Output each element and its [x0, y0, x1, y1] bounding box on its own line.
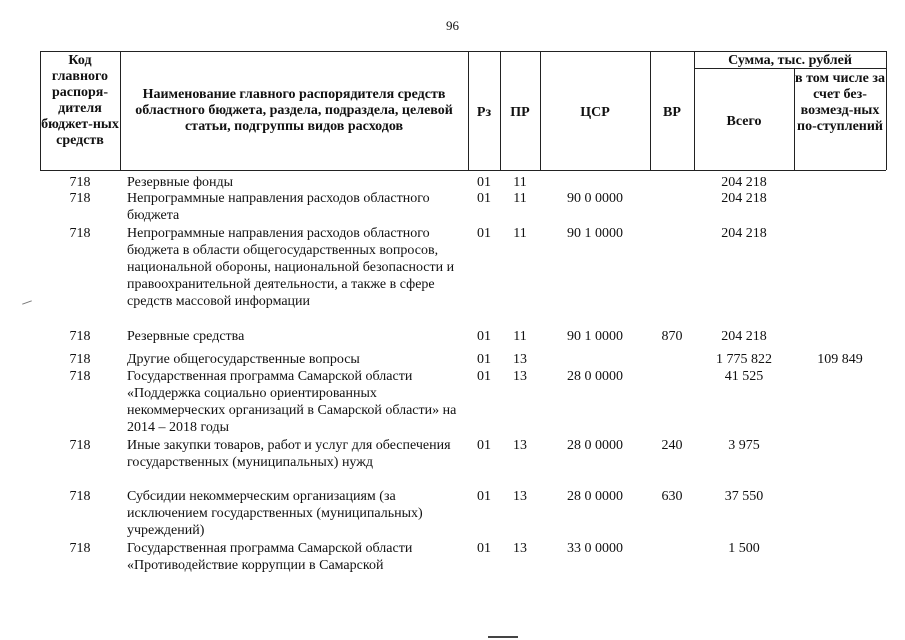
row-rz: 01 — [477, 226, 491, 241]
row-total: 204 218 — [721, 329, 767, 344]
row-pr: 13 — [513, 369, 527, 384]
row-code: 718 — [69, 438, 91, 453]
row-code: 718 — [69, 175, 91, 190]
header-code: Код главного распоря-дителя бюджет-ных средств — [41, 53, 119, 148]
row-csr: 90 0 0000 — [567, 191, 623, 206]
header-bottom-border — [40, 170, 886, 171]
scan-bottom-mark — [488, 636, 518, 638]
header-top-border — [40, 51, 886, 52]
row-csr: 90 1 0000 — [567, 226, 623, 241]
row-total: 37 550 — [724, 489, 764, 504]
row-code: 718 — [69, 489, 91, 504]
row-rz: 01 — [477, 191, 491, 206]
row-rz: 01 — [477, 489, 491, 504]
row-rz: 01 — [477, 175, 491, 190]
row-total: 204 218 — [721, 191, 767, 206]
row-rz: 01 — [477, 352, 491, 367]
page-number: 96 — [446, 18, 459, 33]
row-total: 1 500 — [728, 541, 760, 556]
scan-margin-mark — [22, 300, 32, 304]
row-vr: 630 — [661, 489, 683, 504]
row-code: 718 — [69, 541, 91, 556]
row-total: 204 218 — [721, 226, 767, 241]
row-vr: 240 — [661, 438, 683, 453]
row-name: Субсидии некоммерческим организациям (за исключением государственных (муниципальных) учреждений) — [127, 489, 423, 538]
row-name: Другие общегосударственные вопросы — [127, 352, 360, 367]
row-csr: 28 0 0000 — [567, 489, 623, 504]
row-code: 718 — [69, 191, 91, 206]
row-name: Иные закупки товаров, работ и услуг для обеспечения государственных (муниципальных) нужд — [127, 438, 451, 470]
header-pr: ПР — [510, 105, 530, 120]
row-code: 718 — [69, 352, 91, 367]
row-pr: 11 — [513, 175, 527, 190]
row-pr: 11 — [513, 191, 527, 206]
row-code: 718 — [69, 226, 91, 241]
row-total: 1 775 822 — [716, 352, 772, 367]
row-name: Резервные средства — [127, 329, 245, 344]
row-rz: 01 — [477, 369, 491, 384]
row-name: Непрограммные направления расходов областного бюджета — [127, 191, 430, 223]
row-vr: 870 — [661, 329, 683, 344]
row-pr: 11 — [513, 226, 527, 241]
row-csr: 28 0 0000 — [567, 369, 623, 384]
row-pr: 13 — [513, 352, 527, 367]
row-rz: 01 — [477, 541, 491, 556]
row-pr: 11 — [513, 329, 527, 344]
row-csr: 28 0 0000 — [567, 438, 623, 453]
header-name: Наименование главного распорядителя средств областного бюджета, раздела, подраздела, целевой статьи, подгруппы видов расходов — [135, 87, 453, 134]
row-csr: 90 1 0000 — [567, 329, 623, 344]
row-csr: 33 0 0000 — [567, 541, 623, 556]
row-pr: 13 — [513, 541, 527, 556]
header-total: Всего — [726, 114, 762, 129]
row-code: 718 — [69, 369, 91, 384]
header-rz: Рз — [476, 105, 492, 120]
header-sum: Сумма, тыс. рублей — [728, 53, 852, 68]
row-name: Непрограммные направления расходов областного бюджета в области общегосударственных вопросов, национальной обороны, национальной безопасности и правоохранительной деятельности, а также в сфере средств массовой информации — [127, 226, 455, 309]
header-csr: ЦСР — [580, 105, 610, 120]
col-border-8 — [886, 51, 887, 170]
row-rz: 01 — [477, 329, 491, 344]
header-incl: в том числе за счет без-возмезд-ных по-ступлений — [795, 71, 885, 134]
row-pr: 13 — [513, 438, 527, 453]
row-name: Государственная программа Самарской области «Противодействие коррупции в Самарской — [127, 541, 413, 573]
row-name: Резервные фонды — [127, 175, 234, 190]
row-total: 3 975 — [728, 438, 760, 453]
row-total: 41 525 — [724, 369, 764, 384]
row-total: 204 218 — [721, 175, 767, 190]
row-incl: 109 849 — [817, 352, 863, 367]
row-rz: 01 — [477, 438, 491, 453]
header-vr: ВР — [663, 105, 681, 120]
row-name: Государственная программа Самарской области «Поддержка социально ориентированных некоммерческих организаций в Самарской области» на 2014 – 2018 годы — [127, 369, 457, 435]
row-pr: 13 — [513, 489, 527, 504]
row-code: 718 — [69, 329, 91, 344]
